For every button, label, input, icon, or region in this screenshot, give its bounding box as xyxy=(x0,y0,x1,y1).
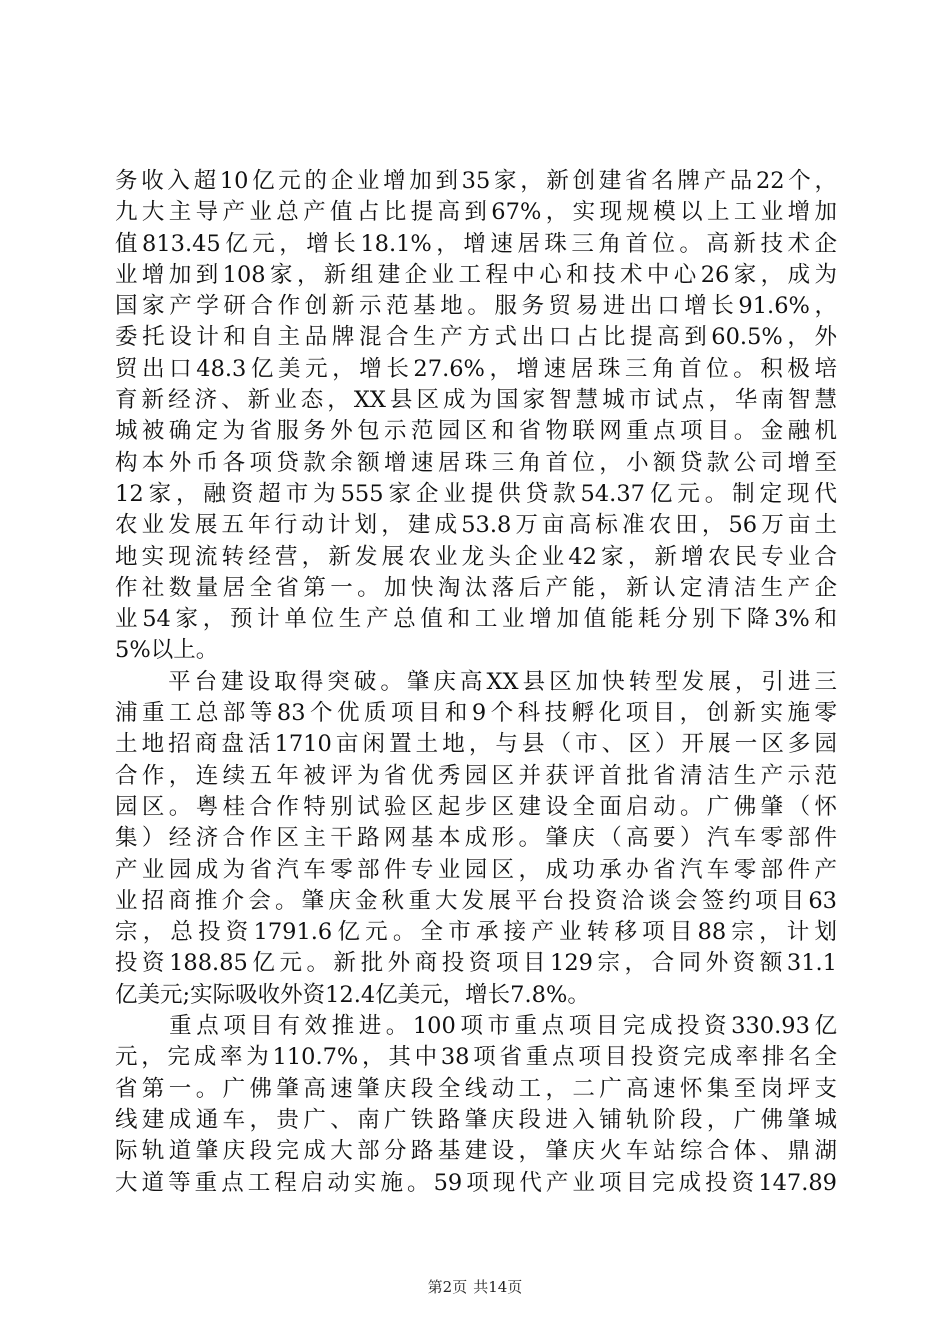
page-footer xyxy=(0,1277,950,1297)
text-line: 城被确定为省服务外包示范园区和省物联网重点项目。金融机 xyxy=(115,418,837,445)
text-line: 12家，融资超市为555家企业提供贷款54.37亿元。制定现代 xyxy=(115,480,837,507)
text-line: 际轨道肇庆段完成大部分路基建设，肇庆火车站综合体、鼎湖 xyxy=(115,1138,837,1165)
text-line: 地实现流转经营，新发展农业龙头企业42家，新增农民专业合 xyxy=(115,543,837,570)
text-line: 构本外币各项贷款余额增速居珠三角首位，小额贷款公司增至 xyxy=(115,449,837,476)
text-line: 农业发展五年行动计划，建成53.8万亩高标准农田，56万亩土 xyxy=(115,512,837,539)
body-text xyxy=(115,166,837,1199)
text-line: 国家产学研合作创新示范基地。服务贸易进出口增长91.6%， xyxy=(115,293,837,320)
text-line: 省第一。广佛肇高速肇庆段全线动工，二广高速怀集至岗坪支 xyxy=(115,1075,837,1102)
text-line: 浦重工总部等83个优质项目和9个科技孵化项目，创新实施零 xyxy=(115,700,837,727)
page-total: 共14页 xyxy=(473,1278,523,1296)
page-number: 第2页 xyxy=(427,1278,468,1296)
text-line: 5%以上。 xyxy=(115,637,219,664)
text-line: 值813.45亿元，增长18.1%，增速居珠三角首位。高新技术企 xyxy=(115,230,837,257)
text-line: 园区。粤桂合作特别试验区起步区建设全面启动。广佛肇（怀 xyxy=(115,793,837,820)
text-line: 业增加到108家，新组建企业工程中心和技术中心26家，成为 xyxy=(115,261,837,288)
text-line: 集）经济合作区主干路网基本成形。肇庆（高要）汽车零部件 xyxy=(115,825,837,852)
text-line: 土地招商盘活1710亩闲置土地，与县（市、区）开展一区多园 xyxy=(115,731,837,758)
text-line: 产业园成为省汽车零部件专业园区，成功承办省汽车零部件产 xyxy=(115,856,837,883)
text-line: 九大主导产业总产值占比提高到67%，实现规模以上工业增加 xyxy=(115,199,837,226)
text-line: 作社数量居全省第一。加快淘汰落后产能，新认定清洁生产企 xyxy=(115,574,837,601)
text-line: 务收入超10亿元的企业增加到35家，新创建省名牌产品22个， xyxy=(115,168,837,194)
text-line: 委托设计和自主品牌混合生产方式出口占比提高到60.5%，外 xyxy=(115,324,837,351)
text-line: 贸出口48.3亿美元，增长27.6%，增速居珠三角首位。积极培 xyxy=(115,355,837,382)
text-line: 大道等重点工程启动实施。59项现代产业项目完成投资147.89 xyxy=(115,1169,837,1196)
text-line: 合作，连续五年被评为省优秀园区并获评首批省清洁生产示范 xyxy=(115,762,837,789)
text-line: 重点项目有效推进。100项市重点项目完成投资330.93亿 xyxy=(115,1013,837,1040)
text-line: 线建成通车，贵广、南广铁路肇庆段进入铺轨阶段，广佛肇城 xyxy=(115,1106,837,1133)
text-line: 元，完成率为110.7%，其中38项省重点项目投资完成率排名全 xyxy=(115,1044,837,1071)
text-line: 业招商推介会。肇庆金秋重大发展平台投资洽谈会签约项目63 xyxy=(115,887,837,914)
text-line: 平台建设取得突破。肇庆高XX县区加快转型发展，引进三 xyxy=(115,668,837,695)
text-line: 亿美元;实际吸收外资12.4亿美元，增长7.8%。 xyxy=(115,981,590,1008)
text-line: 宗，总投资1791.6亿元。全市承接产业转移项目88宗，计划 xyxy=(115,919,837,946)
text-line: 育新经济、新业态，XX县区成为国家智慧城市试点，华南智慧 xyxy=(115,387,837,414)
text-line: 投资188.85亿元。新批外商投资项目129宗，合同外资额31.1 xyxy=(115,950,837,977)
text-line: 业54家，预计单位生产总值和工业增加值能耗分别下降3%和 xyxy=(115,606,837,633)
